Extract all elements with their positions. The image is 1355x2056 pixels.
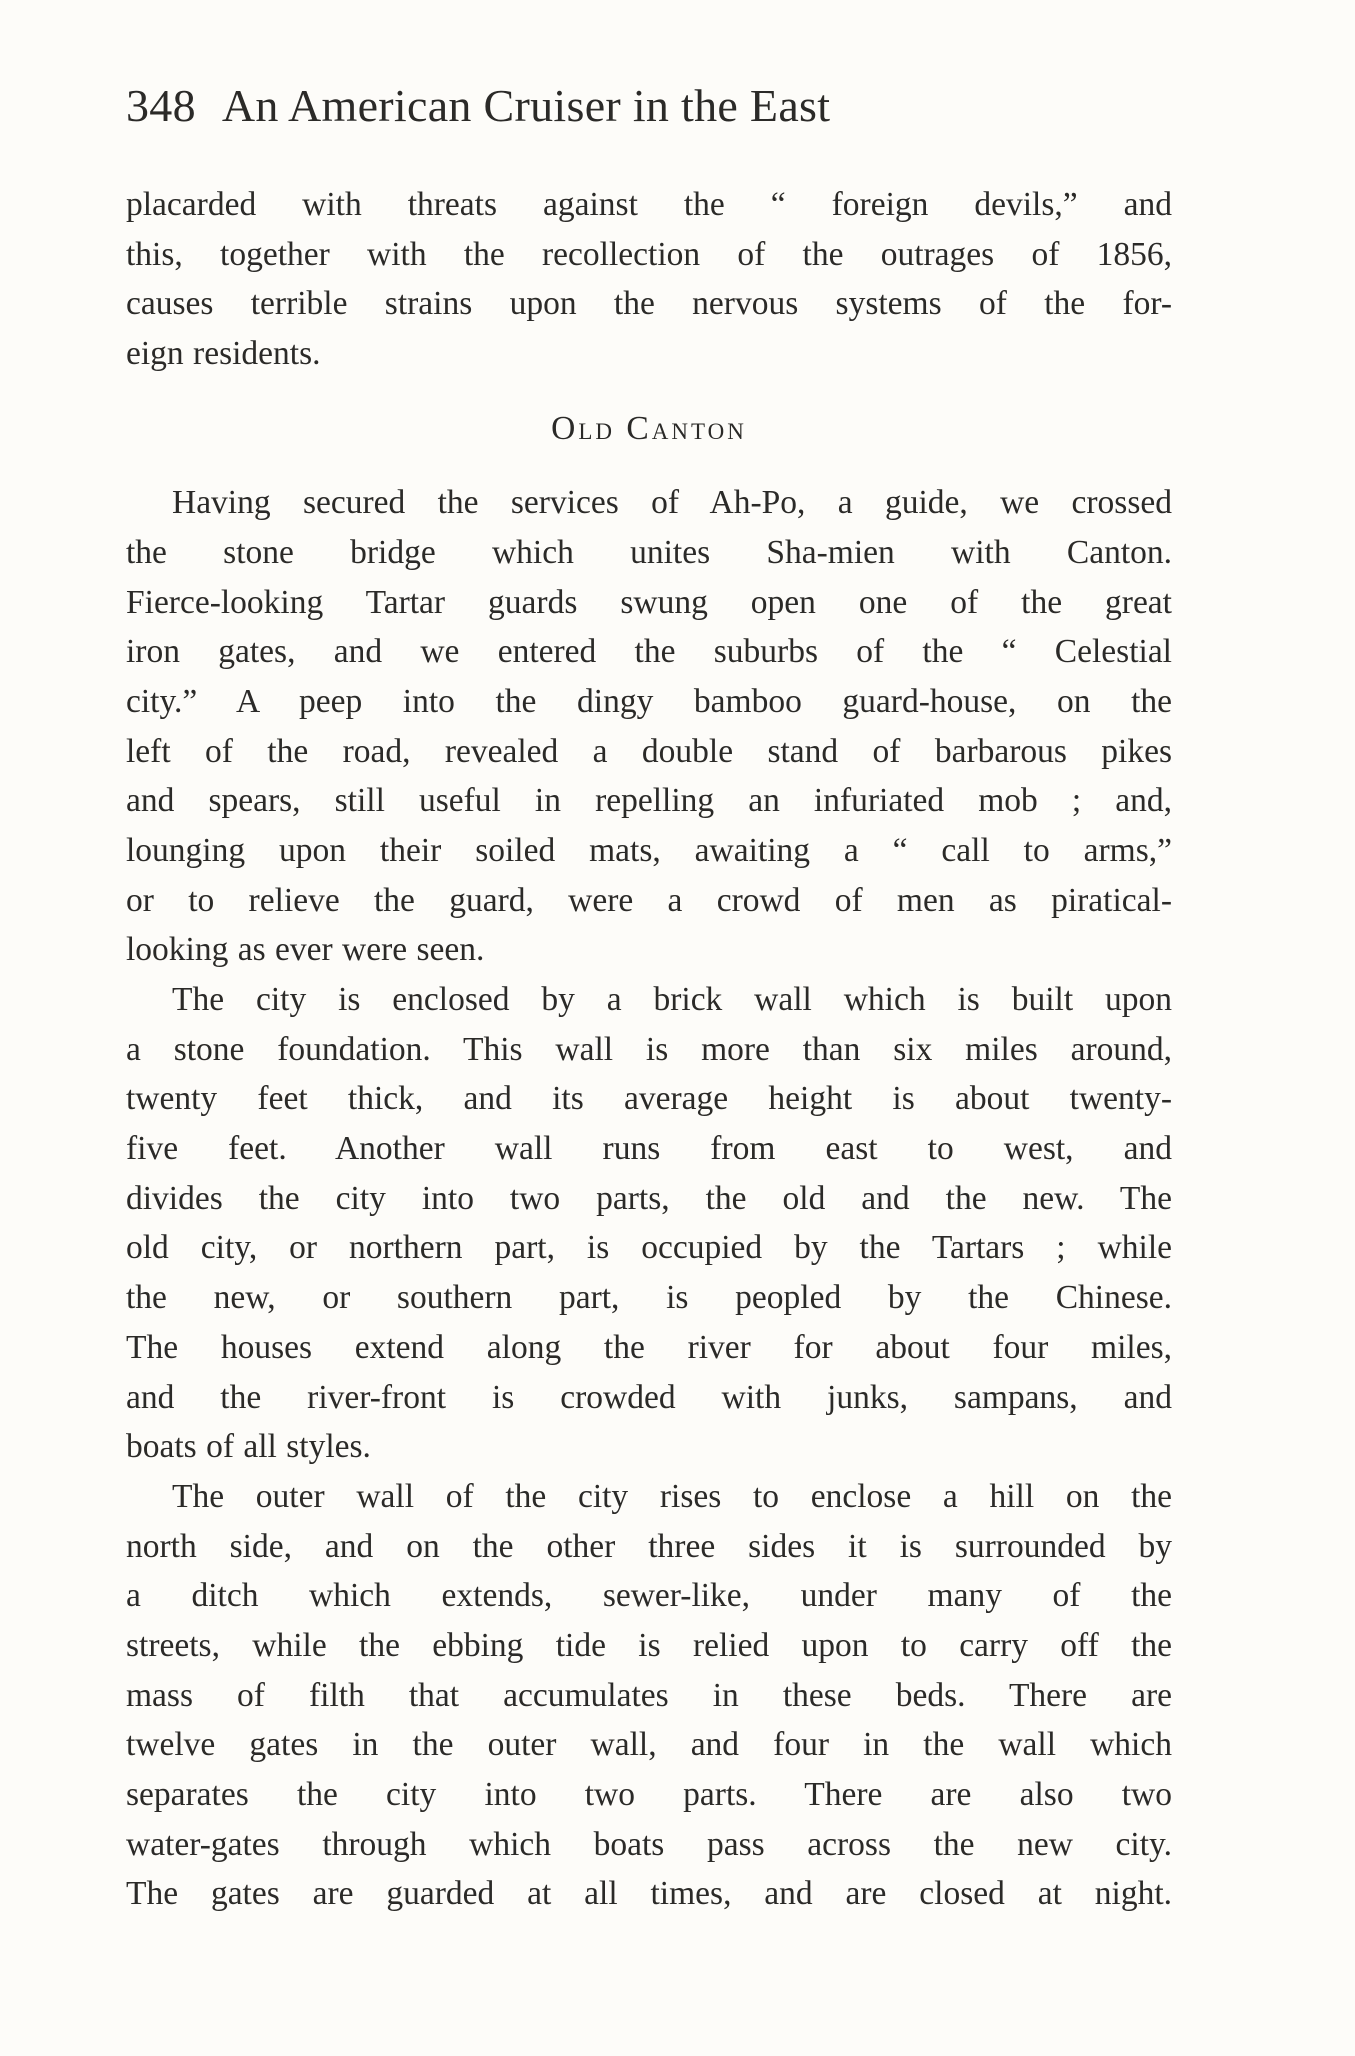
text-line: the stone bridge which unites Sha-mien with Canton. <box>126 533 1172 571</box>
paragraph-city-wall <box>126 975 1172 1472</box>
text-line: mass of filth that accumulates in these beds. There are <box>126 1676 1172 1714</box>
opening-paragraph <box>126 180 1172 379</box>
text-line: The gates are guarded at all times, and are closed at night. <box>126 1875 1172 1913</box>
text-line: eign residents. <box>126 335 321 373</box>
paragraph-outer-wall <box>126 1472 1172 1919</box>
text-line: The city is enclosed by a brick wall which is built upon <box>172 981 1172 1019</box>
running-title: An American Cruiser in the East <box>221 80 831 131</box>
text-line: this, together with the recollection of the outrages of 1856, <box>126 235 1172 273</box>
text-line: five feet. Another wall runs from east to west, and <box>126 1130 1172 1168</box>
paragraph-ah-po <box>126 478 1172 975</box>
text-line: a stone foundation. This wall is more than six miles around, <box>126 1030 1172 1068</box>
text-line: separates the city into two parts. There are also two <box>126 1776 1172 1814</box>
text-line: Fierce-looking Tartar guards swung open one of the great <box>126 583 1172 621</box>
text-line: city.” A peep into the dingy bamboo guard-house, on the <box>126 682 1172 720</box>
page-number: 348 <box>126 80 196 131</box>
text-line: causes terrible strains upon the nervous systems of the for- <box>126 285 1172 323</box>
text-line: twelve gates in the outer wall, and four in the wall which <box>126 1726 1172 1764</box>
text-line: The outer wall of the city rises to enclose a hill on the <box>172 1477 1172 1515</box>
text-line: a ditch which extends, sewer-like, under many of the <box>126 1577 1172 1615</box>
running-head <box>126 76 1126 136</box>
text-line: streets, while the ebbing tide is relied upon to carry off the <box>126 1626 1172 1664</box>
section-heading: Old Canton <box>551 409 747 447</box>
text-line: and the river-front is crowded with junks, sampans, and <box>126 1378 1172 1416</box>
text-line: the new, or southern part, is peopled by the Chinese. <box>126 1279 1172 1317</box>
text-line: looking as ever were seen. <box>126 931 485 969</box>
text-line: Having secured the services of Ah-Po, a guide, we crossed <box>172 484 1172 522</box>
text-line: water-gates through which boats pass across the new city. <box>126 1825 1172 1863</box>
text-line: twenty feet thick, and its average height is about twenty- <box>126 1080 1172 1118</box>
text-line: or to relieve the guard, were a crowd of men as piratical- <box>126 881 1172 919</box>
body-text <box>126 180 1172 1919</box>
text-line: iron gates, and we entered the suburbs of the “ Celestial <box>126 633 1172 671</box>
text-line: north side, and on the other three sides it is surrounded by <box>126 1527 1172 1565</box>
text-line: lounging upon their soiled mats, awaiting a “ call to arms,” <box>126 831 1172 869</box>
text-line: divides the city into two parts, the old and the new. The <box>126 1179 1172 1217</box>
text-line: boats of all styles. <box>126 1428 371 1466</box>
text-line: The houses extend along the river for about four miles, <box>126 1328 1172 1366</box>
text-line: left of the road, revealed a double stand of barbarous pikes <box>126 732 1172 770</box>
text-line: old city, or northern part, is occupied by the Tartars ; while <box>126 1229 1172 1267</box>
text-line: placarded with threats against the “ foreign devils,” and <box>126 186 1172 223</box>
text-line: and spears, still useful in repelling an infuriated mob ; and, <box>126 782 1172 820</box>
